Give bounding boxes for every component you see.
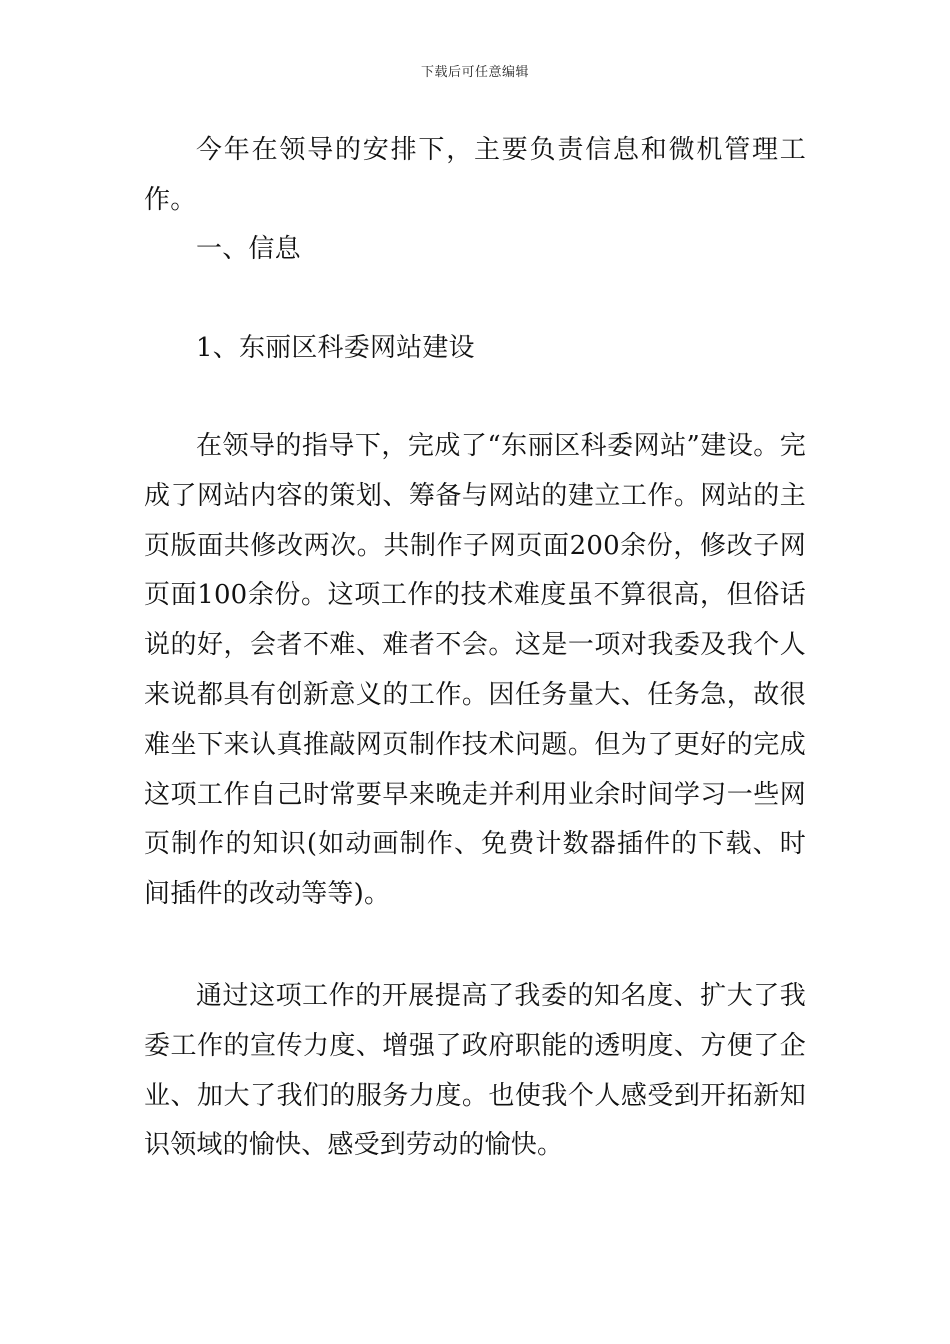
body-paragraph: 通过这项工作的开展提高了我委的知名度、扩大了我委工作的宣传力度、增强了政府职能的透明度、方便了企业、加大了我们的服务力度。也使我个人感受到开拓新知识领域的愉快、感受到劳动的愉快。: [144, 981, 806, 1161]
section-heading: 一、信息: [196, 234, 301, 264]
subsection-heading: 1、东丽区科委网站建设: [196, 333, 475, 363]
intro-paragraph: 今年在领导的安排下，主要负责信息和微机管理工作。: [144, 135, 806, 215]
body-paragraph: 在领导的指导下，完成了“东丽区科委网站”建设。完成了网站内容的策划、筹备与网站的建立工作。网站的主页版面共修改两次。共制作子网页面200余份，修改子网页面100余份。这项工作的技术难度虽不算很高，但俗话说的好，会者不难、难者不会。这是一项对我委及我个人来说都具有创新意义的工作。因任务量大、任务急，故很难坐下来认真推敲网页制作技术问题。但为了更好的完成这项工作自己时常要早来晚走并利用业余时间学习一些网页制作的知识(如动画制作、免费计数器插件的下载、时间插件的改动等等)。: [144, 431, 806, 910]
header-note: 下载后可任意编辑: [420, 65, 529, 80]
